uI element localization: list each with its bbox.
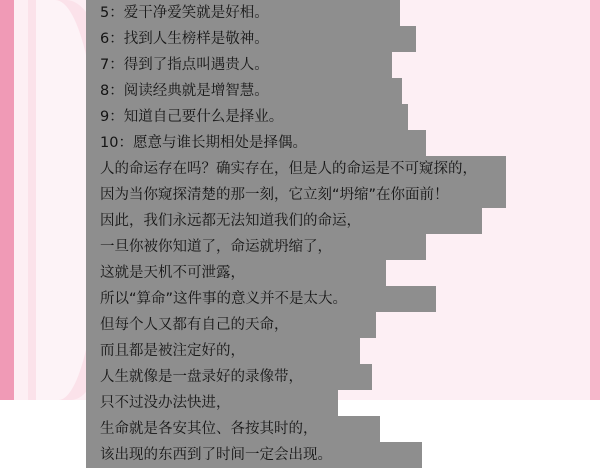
document-line: 所以“算命”这件事的意义并不是太大。 bbox=[86, 286, 436, 312]
document-text-panel bbox=[86, 0, 506, 463]
document-line: 8：阅读经典就是增智慧。 bbox=[86, 78, 402, 104]
document-line: 5：爱干净爱笑就是好相。 bbox=[86, 0, 400, 26]
document-line: 该出现的东西到了时间一定会出现。 bbox=[86, 442, 422, 468]
document-line: 人生就像是一盘录好的录像带， bbox=[86, 364, 372, 390]
document-line: 10：愿意与谁长期相处是择偶。 bbox=[86, 130, 426, 156]
document-line: 因此，我们永远都无法知道我们的命运， bbox=[86, 208, 482, 234]
decorative-right-border bbox=[590, 0, 600, 400]
document-line: 因为当你窥探清楚的那一刻，它立刻“坍缩”在你面前！ bbox=[86, 182, 506, 208]
decorative-left-border bbox=[0, 0, 14, 400]
document-line: 一旦你被你知道了，命运就坍缩了， bbox=[86, 234, 426, 260]
document-line: 生命就是各安其位、各按其时的， bbox=[86, 416, 380, 442]
document-line: 这就是天机不可泄露， bbox=[86, 260, 386, 286]
document-line: 9：知道自己要什么是择业。 bbox=[86, 104, 408, 130]
document-line: 但每个人又都有自己的天命， bbox=[86, 312, 376, 338]
document-line: 只不过没办法快进， bbox=[86, 390, 338, 416]
document-line: 人的命运存在吗？确实存在，但是人的命运是不可窥探的， bbox=[86, 156, 506, 182]
document-line: 7：得到了指点叫遇贵人。 bbox=[86, 52, 392, 78]
document-line: 6：找到人生榜样是敬神。 bbox=[86, 26, 416, 52]
document-line: 而且都是被注定好的， bbox=[86, 338, 360, 364]
